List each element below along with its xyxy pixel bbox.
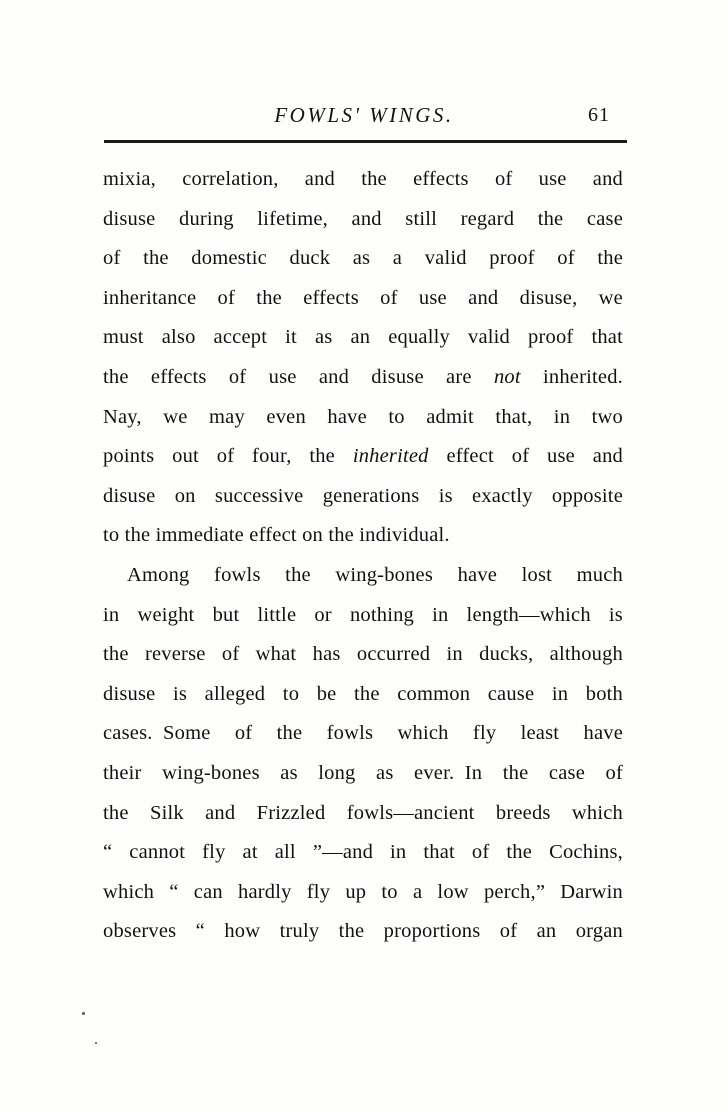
text-line bbox=[103, 318, 623, 358]
text-segment: observes “ how truly the proportions of an organ bbox=[103, 920, 623, 943]
text-line bbox=[103, 873, 623, 913]
paragraph bbox=[103, 160, 623, 556]
text-segment: Nay, we may even have to admit that, in two bbox=[103, 405, 623, 428]
text-segment: cases. Some of the fowls which fly least have bbox=[103, 722, 623, 745]
text-segment: inheritance of the effects of use and disuse, we bbox=[103, 286, 623, 309]
text-segment: mixia, correlation, and the effects of use and bbox=[103, 168, 623, 190]
text-segment: must also accept it as an equally valid proof that bbox=[103, 326, 623, 349]
text-line bbox=[103, 239, 623, 279]
text-segment: their wing-bones as long as ever. In the case of bbox=[103, 761, 623, 784]
text-segment: points out of four, the bbox=[103, 445, 353, 468]
text-segment: Among fowls the wing-bones have lost much bbox=[127, 563, 623, 586]
text-line bbox=[103, 833, 623, 873]
text-line bbox=[103, 279, 623, 319]
page-number: 61 bbox=[588, 104, 610, 126]
text-line bbox=[103, 714, 623, 754]
text-line bbox=[103, 635, 623, 675]
text-line bbox=[103, 556, 623, 596]
header-rule bbox=[104, 140, 627, 143]
italic-text: not bbox=[493, 365, 521, 388]
text-line bbox=[103, 794, 623, 834]
text-segment: of the domestic duck as a valid proof of the bbox=[103, 247, 623, 270]
text-line bbox=[103, 398, 623, 438]
running-head bbox=[104, 103, 624, 133]
text-line bbox=[103, 912, 623, 952]
text-segment: disuse is alleged to be the common cause in both bbox=[103, 682, 623, 705]
text-line bbox=[103, 516, 623, 556]
text-segment: the Silk and Frizzled fowls—ancient breeds which bbox=[103, 801, 623, 824]
text-block bbox=[103, 160, 623, 952]
text-segment: disuse during lifetime, and still regard the case bbox=[103, 207, 623, 230]
text-line bbox=[103, 596, 623, 636]
text-line bbox=[103, 358, 623, 398]
text-line bbox=[103, 200, 623, 240]
scan-speck bbox=[82, 1012, 85, 1015]
text-segment: in weight but little or nothing in length—which is bbox=[103, 603, 623, 626]
text-line bbox=[103, 675, 623, 715]
text-line bbox=[103, 160, 623, 200]
text-line bbox=[103, 437, 623, 477]
scan-speck bbox=[95, 1042, 97, 1044]
text-segment: effect of use and bbox=[428, 445, 623, 468]
text-segment: to the immediate effect on the individual. bbox=[103, 524, 450, 547]
text-segment: the reverse of what has occurred in ducks, although bbox=[103, 643, 623, 666]
text-segment: which “ can hardly fly up to a low perch,” Darwin bbox=[103, 880, 623, 903]
text-segment: “ cannot fly at all ”—and in that of the Cochins, bbox=[103, 841, 623, 864]
text-line bbox=[103, 754, 623, 794]
page-title: FOWLS' WINGS. bbox=[274, 103, 454, 127]
text-segment: disuse on successive generations is exactly opposite bbox=[103, 484, 623, 507]
text-segment: the effects of use and disuse are bbox=[103, 365, 494, 388]
paragraph bbox=[103, 556, 623, 952]
italic-text: inherited bbox=[352, 445, 429, 468]
text-line bbox=[103, 477, 623, 517]
text-segment: inherited. bbox=[520, 365, 624, 388]
